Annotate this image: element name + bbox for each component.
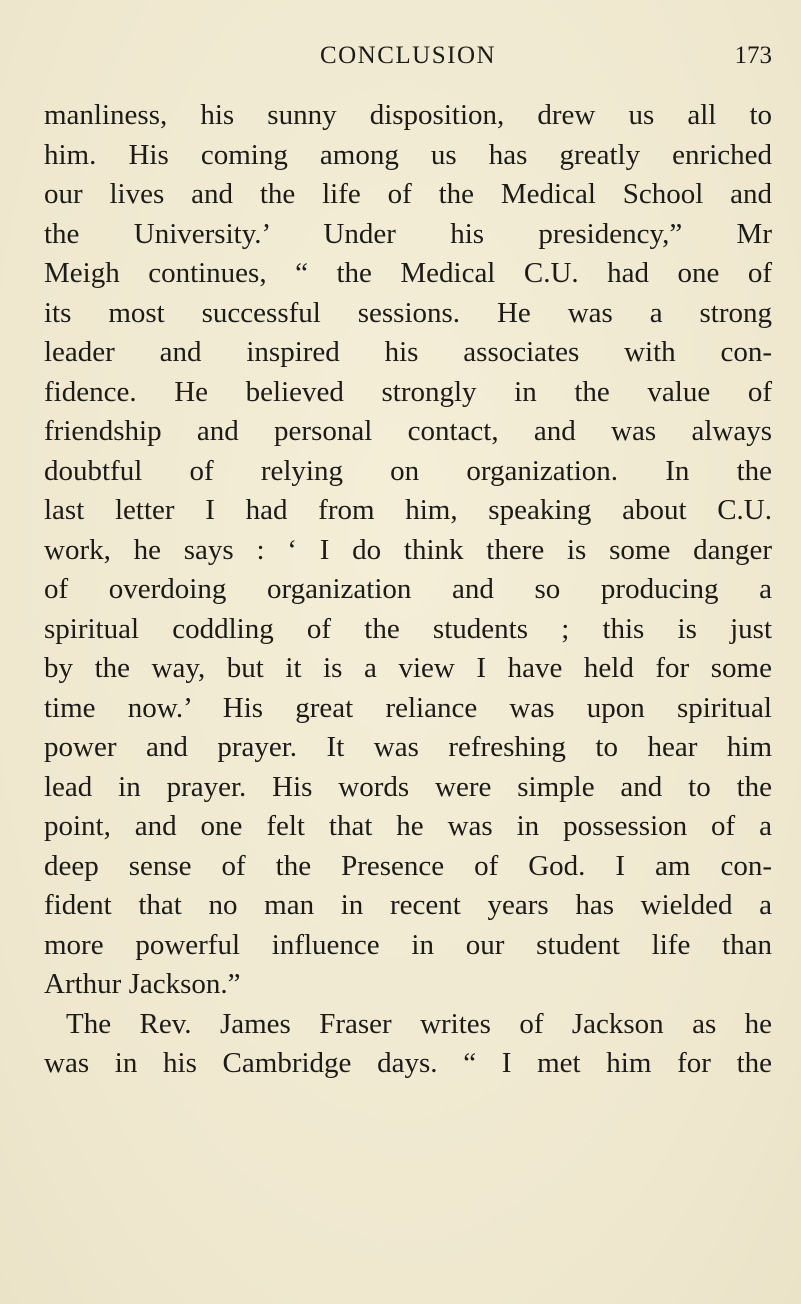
text-line: Meigh continues, “ the Medical C.U. had one of (44, 257, 772, 289)
page-header (44, 40, 772, 80)
page-number: 173 (734, 42, 772, 69)
body-text (44, 96, 772, 1084)
text-line: of overdoing organization and so producing a (44, 573, 772, 605)
text-line: Arthur Jackson.” (44, 968, 241, 1000)
text-line: time now.’ His great reliance was upon spiritual (44, 691, 772, 724)
text-line: friendship and personal contact, and was always (44, 415, 772, 447)
text-line: work, he says : ‘ I do think there is some danger (44, 533, 772, 566)
text-line: last letter I had from him, speaking about C.U. (44, 494, 772, 526)
text-line: by the way, but it is a view I have held for some (44, 652, 772, 684)
text-line: fidence. He believed strongly in the value of (44, 375, 772, 408)
text-line: point, and one felt that he was in possession of a (44, 810, 772, 842)
text-line: the University.’ Under his presidency,” Mr (44, 217, 772, 250)
text-line: The Rev. James Fraser writes of Jackson as he (66, 1007, 772, 1040)
text-line: its most successful sessions. He was a strong (44, 296, 772, 329)
text-line: more powerful influence in our student life than (44, 928, 772, 961)
text-line: him. His coming among us has greatly enriched (44, 138, 772, 171)
text-line: was in his Cambridge days. “ I met him for the (44, 1047, 772, 1079)
text-line: leader and inspired his associates with con- (44, 336, 772, 368)
text-line: manliness, his sunny disposition, drew us all to (44, 99, 772, 131)
text-line: doubtful of relying on organization. In the (44, 454, 772, 487)
text-line: lead in prayer. His words were simple and to the (44, 770, 772, 803)
text-line: our lives and the life of the Medical School and (44, 178, 772, 210)
text-line: spiritual coddling of the students ; this is just (44, 612, 772, 645)
text-line: fident that no man in recent years has wielded a (44, 889, 772, 921)
text-line: power and prayer. It was refreshing to hear him (44, 731, 772, 763)
text-line: deep sense of the Presence of God. I am con- (44, 849, 772, 882)
running-head: CONCLUSION (319, 42, 497, 69)
